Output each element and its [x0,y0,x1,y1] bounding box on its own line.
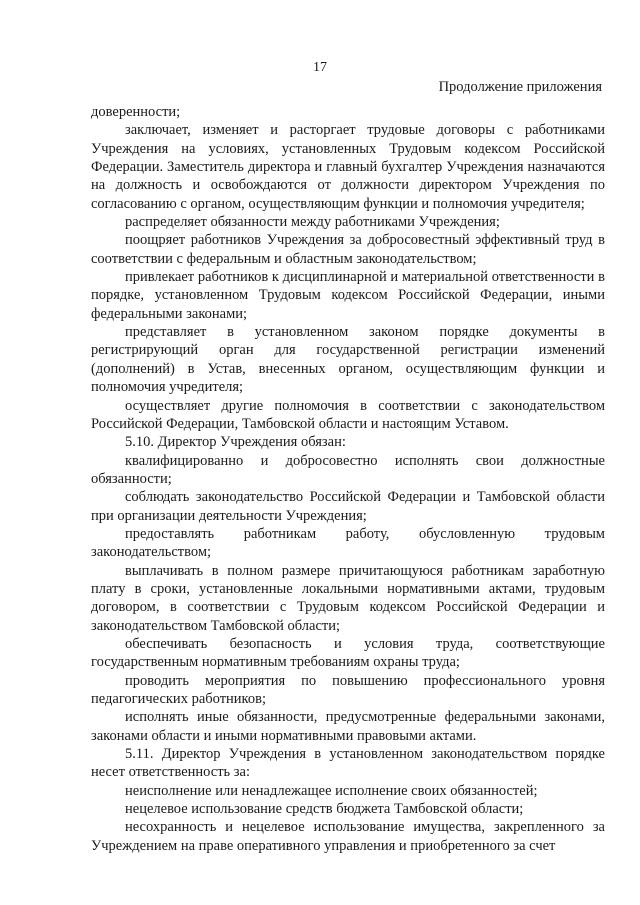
paragraph: проводить мероприятия по повышению профессионального уровня педагогических работников; [91,672,605,707]
document-body [91,103,605,855]
paragraph: соблюдать законодательство Российской Федерации и Тамбовской области при организации деятельности Учреждения; [91,489,605,524]
paragraph: обеспечивать безопасность и условия труда, соответствующие государственным нормативным требованиям охраны труда; [91,635,605,671]
paragraph: предоставлять работникам работу, обусловленную трудовым законодательством; [91,525,605,561]
paragraph: представляет в установленном законом порядке документы в регистрирующий орган для государственной регистрации изменений (дополнений) в Устав, внесенных органом, осуществляющим функции и полномочия учредителя; [91,324,605,396]
paragraph: выплачивать в полном размере причитающуюся работникам заработную плату в сроки, установленные локальными нормативными актами, трудовым договором, в соответствии с Трудовым кодексом Российской Федерации и законодательством Тамбовской области; [91,562,605,634]
section-heading: 5.11. Директор Учреждения в установленном законодательством порядке несет ответственность за: [91,746,605,781]
section-heading: 5.10. Директор Учреждения обязан: [125,434,346,451]
page-number: 17 [313,60,327,75]
paragraph: квалифицированно и добросовестно исполнять свои должностные обязанности; [91,452,605,487]
paragraph: несохранность и нецелевое использование имущества, закрепленного за Учреждением на праве оперативного управления и приобретенного за счет [91,819,605,854]
paragraph: доверенности; [91,104,181,120]
paragraph: нецелевое использование средств бюджета Тамбовской области; [125,801,524,818]
paragraph: привлекает работников к дисциплинарной и материальной ответственности в порядке, установленном Трудовым кодексом Российской Федерации, иными федеральными законами; [91,269,605,322]
paragraph: исполнять иные обязанности, предусмотренные федеральными законами, законами области и иными нормативными правовыми актами. [91,709,605,744]
paragraph: осуществляет другие полномочия в соответствии с законодательством Российской Федерации, Тамбовской области и настоящим Уставом. [91,397,605,432]
paragraph: неисполнение или ненадлежащее исполнение своих обязанностей; [125,782,538,799]
paragraph: заключает, изменяет и расторгает трудовые договоры с работниками Учреждения на условиях, установленных Трудовым кодексом Российской Федерации. Заместитель директора и главный бухгалтер Учреждения назначаются на должность и освобождаются от должности директором Учреждения по согласованию с органом, осуществляющим функции и полномочия учредителя; [91,122,605,212]
paragraph: поощряет работников Учреждения за добросовестный эффективный труд в соответствии с федеральным и областным законодательством; [91,232,605,267]
paragraph: распределяет обязанности между работниками Учреждения; [125,214,500,231]
header-note: Продолжение приложения [438,79,602,95]
